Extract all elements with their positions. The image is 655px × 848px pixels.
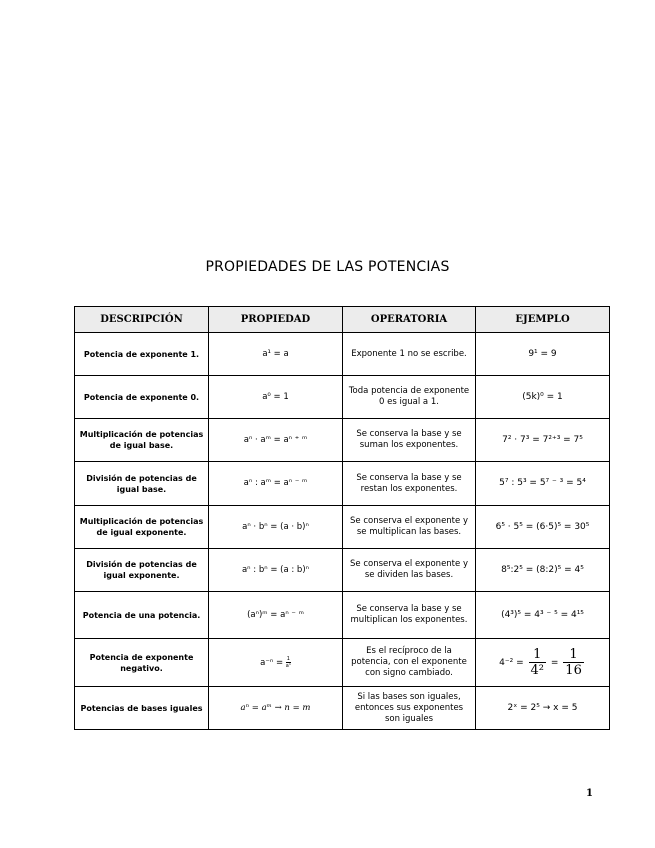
fraction-numerator: 1 (563, 647, 584, 663)
row-description: Potencia de exponente 1. (75, 333, 209, 376)
row-property: a¹ = a (209, 333, 343, 376)
row-property: a⁰ = 1 (209, 376, 343, 419)
page-number: 1 (586, 788, 593, 799)
table-row (75, 592, 610, 639)
row-example: 8⁵:2⁵ = (8:2)⁵ = 4⁵ (476, 549, 610, 592)
row-operation: Si las bases son iguales, entonces sus exponentes son iguales (343, 687, 476, 730)
header-descripcion: DESCRIPCIÓN (75, 307, 209, 333)
table-row (75, 462, 610, 506)
row-description: Multiplicación de potencias de igual exponente. (75, 506, 209, 549)
row-operation: Se conserva el exponente y se dividen las bases. (343, 549, 476, 592)
row-property: aⁿ = aᵐ → n = m (209, 687, 343, 730)
example-fraction-2 (563, 647, 584, 678)
row-example (476, 639, 610, 687)
table-row (75, 506, 610, 549)
row-example: 9¹ = 9 (476, 333, 610, 376)
row-property: aⁿ : bⁿ = (a : b)ⁿ (209, 549, 343, 592)
example-equals: = (550, 658, 559, 668)
row-property: aⁿ : aᵐ = aⁿ ⁻ ᵐ (209, 462, 343, 506)
fraction-numerator: 1 (529, 647, 546, 663)
row-example: (5k)⁰ = 1 (476, 376, 610, 419)
row-property (209, 639, 343, 687)
row-operation: Se conserva la base y se multiplican los exponentes. (343, 592, 476, 639)
properties-table (74, 306, 610, 730)
fraction-numerator: 1 (286, 656, 290, 662)
property-fraction (286, 656, 291, 669)
row-example: (4³)⁵ = 4³ ⁻ ⁵ = 4¹⁵ (476, 592, 610, 639)
row-description: Potencia de exponente 0. (75, 376, 209, 419)
header-operatoria: OPERATORIA (343, 307, 476, 333)
table-row (75, 376, 610, 419)
row-example: 6⁵ · 5⁵ = (6·5)⁵ = 30⁵ (476, 506, 610, 549)
table-row (75, 549, 610, 592)
table-row (75, 639, 610, 687)
row-example: 7² · 7³ = 7²⁺³ = 7⁵ (476, 419, 610, 462)
row-operation: Exponente 1 no se escribe. (343, 333, 476, 376)
header-ejemplo: EJEMPLO (476, 307, 610, 333)
row-property: (aⁿ)ᵐ = aⁿ ⁻ ᵐ (209, 592, 343, 639)
table-row (75, 687, 610, 730)
fraction-denominator: aⁿ (285, 663, 291, 669)
row-operation: Es el recíproco de la potencia, con el exponente con signo cambiado. (343, 639, 476, 687)
fraction-denominator: 4² (530, 663, 544, 678)
row-example: 5⁷ : 5³ = 5⁷ ⁻ ³ = 5⁴ (476, 462, 610, 506)
row-description: Potencia de una potencia. (75, 592, 209, 639)
row-example: 2ˣ = 2⁵ → x = 5 (476, 687, 610, 730)
row-property: aⁿ · aᵐ = aⁿ ⁺ ᵐ (209, 419, 343, 462)
row-description: Potencias de bases iguales (75, 687, 209, 730)
fraction-denominator: 16 (565, 663, 582, 678)
example-lhs: 4⁻² = (499, 658, 524, 668)
header-propiedad: PROPIEDAD (209, 307, 343, 333)
example-fraction-1 (529, 647, 546, 678)
row-description: Potencia de exponente negativo. (75, 639, 209, 687)
row-description: División de potencias de igual base. (75, 462, 209, 506)
row-description: División de potencias de igual exponente. (75, 549, 209, 592)
property-lhs: a⁻ⁿ = (260, 658, 284, 668)
page-title: PROPIEDADES DE LAS POTENCIAS (205, 259, 450, 275)
table-row (75, 419, 610, 462)
header-row (75, 307, 610, 333)
row-property: aⁿ · bⁿ = (a · b)ⁿ (209, 506, 343, 549)
row-description: Multiplicación de potencias de igual base. (75, 419, 209, 462)
row-operation: Se conserva la base y se suman los exponentes. (343, 419, 476, 462)
row-operation: Se conserva la base y se restan los exponentes. (343, 462, 476, 506)
row-operation: Toda potencia de exponente 0 es igual a 1. (343, 376, 476, 419)
row-operation: Se conserva el exponente y se multiplican las bases. (343, 506, 476, 549)
table-row (75, 333, 610, 376)
